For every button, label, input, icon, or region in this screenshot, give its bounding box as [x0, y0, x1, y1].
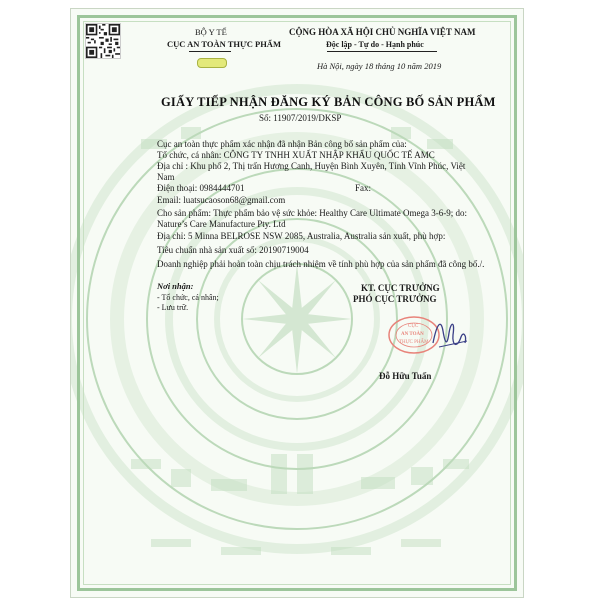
document-content: [71, 9, 523, 597]
manufacturer-address: Địa chỉ: 5 Minna BELROSE NSW 2085, Australia, Australia sản xuất, phù hợp:: [157, 231, 446, 241]
stamp-text-bottom: THỰC PHẨM: [399, 340, 429, 345]
national-motto: Độc lập - Tự do - Hạnh phúc: [326, 40, 424, 49]
address-line-2: Nam: [157, 172, 175, 182]
product-line-1: Cho sản phẩm: Thực phẩm bảo vệ sức khỏe: Healthy Care Ultimate Omega 3-6-9; do:: [157, 208, 468, 218]
document-title: GIẤY TIẾP NHẬN ĐĂNG KÝ BẢN CÔNG BỐ SẢN PHẨM: [161, 95, 496, 109]
signatory-title-2: PHÓ CỤC TRƯỞNG: [353, 294, 437, 304]
phone-line: Điện thoại: 0984444701: [157, 183, 245, 193]
ministry-name: BỘ Y TẾ: [195, 27, 227, 37]
agency-underline: [189, 51, 231, 52]
responsibility-line: Doanh nghiệp phải hoàn toàn chịu trách nhiệm về tính phù hợp của sản phẩm đã công bố./.: [157, 259, 485, 269]
issue-date: Hà Nội, ngày 18 tháng 10 năm 2019: [317, 61, 442, 71]
recipient-item: - Lưu trữ.: [157, 303, 189, 312]
product-line-2: Nature’s Care Manufacture Pty. Ltd: [157, 219, 286, 229]
signatory-title-1: KT. CỤC TRƯỞNG: [361, 283, 440, 293]
agency-name: CỤC AN TOÀN THỰC PHẨM: [167, 39, 281, 49]
stamp-text-top: CỤC: [408, 324, 419, 329]
address-line-1: Địa chỉ : Khu phố 2, Thị trấn Hương Canh, Huyện Bình Xuyên, Tỉnh Vĩnh Phúc, Việt: [157, 161, 466, 171]
national-title: CỘNG HÒA XÃ HỘI CHỦ NGHĨA VIỆT NAM: [289, 27, 476, 37]
stamp-text-mid: AN TOÀN: [401, 332, 424, 337]
organization-line: Tổ chức, cá nhân: CÔNG TY TNHH XUẤT NHẬP KHẨU QUỐC TẾ AMC: [157, 150, 435, 160]
signatory-name: Đỗ Hữu Tuấn: [379, 371, 432, 381]
handwritten-signature: [427, 313, 471, 355]
recipients-label: Nơi nhận:: [157, 281, 194, 291]
intro-text: Cục an toàn thực phẩm xác nhận đã nhận Bản công bố sản phẩm của:: [157, 139, 407, 149]
agency-logo-icon: [197, 58, 227, 68]
certificate-page: [70, 8, 524, 598]
qr-code[interactable]: [85, 23, 121, 59]
motto-underline: [327, 51, 437, 52]
fax-line: Fax:: [355, 183, 372, 193]
email-line: Email: luatsucaoson68@gmail.com: [157, 195, 286, 205]
recipient-item: - Tổ chức, cá nhân;: [157, 293, 219, 302]
standard-line: Tiêu chuẩn nhà sản xuất số: 20190719004: [157, 245, 309, 255]
document-number: Số: 11907/2019/DKSP: [259, 113, 342, 123]
